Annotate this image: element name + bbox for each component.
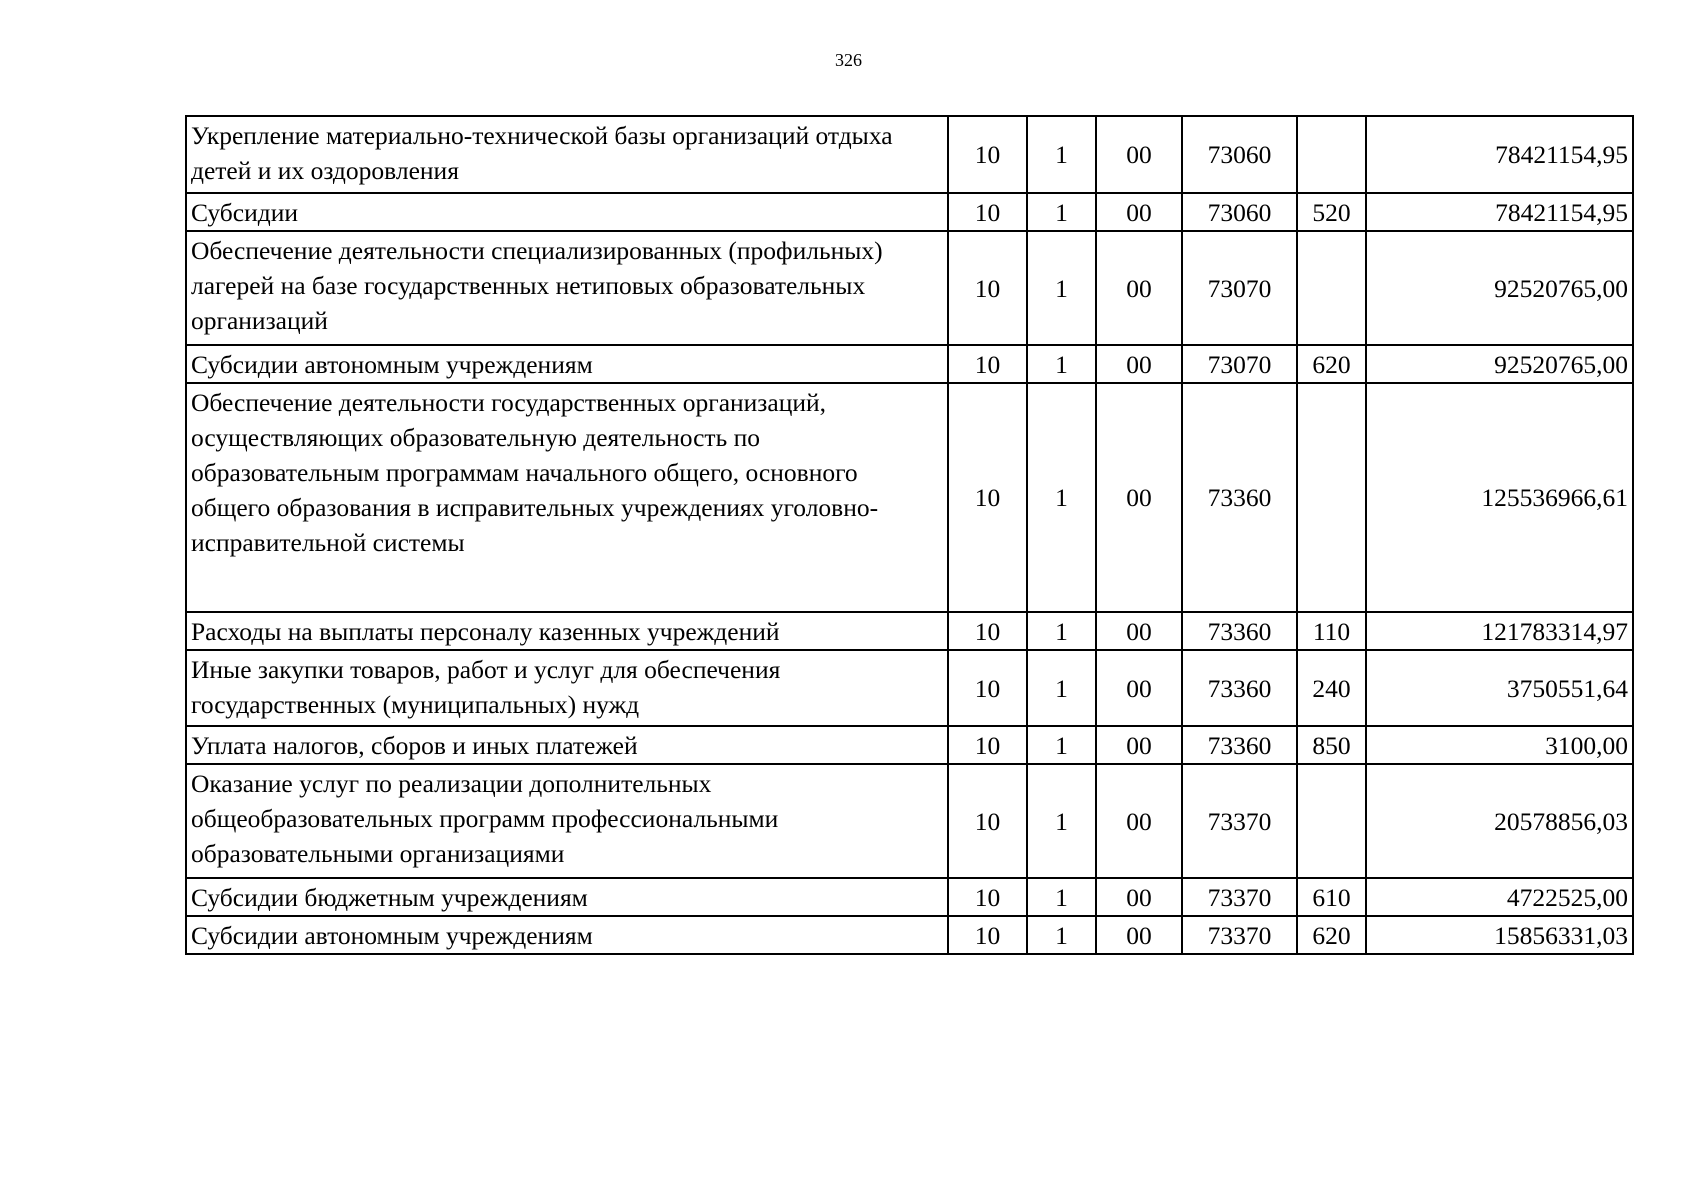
section-code: 10 <box>948 878 1027 916</box>
subprogram-code: 00 <box>1096 916 1182 954</box>
direction-code: 73360 <box>1182 650 1297 726</box>
table-row <box>186 916 1633 954</box>
row-name: Субсидии автономным учреждениям <box>186 916 948 954</box>
expense-type-code <box>1297 764 1366 878</box>
subprogram-code: 00 <box>1096 116 1182 193</box>
section-code: 10 <box>948 231 1027 345</box>
direction-code: 73370 <box>1182 916 1297 954</box>
row-name: Уплата налогов, сборов и иных платежей <box>186 726 948 764</box>
subprogram-code: 00 <box>1096 612 1182 650</box>
table-row <box>186 383 1633 612</box>
section-code: 10 <box>948 612 1027 650</box>
subprogram-code: 00 <box>1096 383 1182 612</box>
subprogram-code: 00 <box>1096 650 1182 726</box>
row-name: Субсидии бюджетным учреждениям <box>186 878 948 916</box>
amount: 3100,00 <box>1366 726 1633 764</box>
direction-code: 73070 <box>1182 231 1297 345</box>
table-row <box>186 764 1633 878</box>
program-code: 1 <box>1027 726 1096 764</box>
table-row <box>186 193 1633 231</box>
subprogram-code: 00 <box>1096 878 1182 916</box>
table-row <box>186 726 1633 764</box>
table-row <box>186 650 1633 726</box>
subprogram-code: 00 <box>1096 764 1182 878</box>
expense-type-code <box>1297 383 1366 612</box>
amount: 4722525,00 <box>1366 878 1633 916</box>
subprogram-code: 00 <box>1096 726 1182 764</box>
program-code: 1 <box>1027 231 1096 345</box>
amount: 121783314,97 <box>1366 612 1633 650</box>
page-number: 326 <box>835 50 862 70</box>
row-name: Субсидии автономным учреждениям <box>186 345 948 383</box>
row-name: Оказание услуг по реализации дополнительных общеобразовательных программ профессиональными образовательными организациями <box>186 764 948 878</box>
program-code: 1 <box>1027 345 1096 383</box>
program-code: 1 <box>1027 116 1096 193</box>
expense-type-code <box>1297 231 1366 345</box>
amount: 78421154,95 <box>1366 116 1633 193</box>
section-code: 10 <box>948 193 1027 231</box>
section-code: 10 <box>948 650 1027 726</box>
row-name: Укрепление материально-технической базы организаций отдыха детей и их оздоровления <box>186 116 948 193</box>
amount: 92520765,00 <box>1366 231 1633 345</box>
table-row <box>186 231 1633 345</box>
amount: 125536966,61 <box>1366 383 1633 612</box>
program-code: 1 <box>1027 612 1096 650</box>
table-row <box>186 345 1633 383</box>
section-code: 10 <box>948 116 1027 193</box>
direction-code: 73370 <box>1182 878 1297 916</box>
expense-type-code: 240 <box>1297 650 1366 726</box>
direction-code: 73370 <box>1182 764 1297 878</box>
program-code: 1 <box>1027 878 1096 916</box>
subprogram-code: 00 <box>1096 193 1182 231</box>
section-code: 10 <box>948 383 1027 612</box>
program-code: 1 <box>1027 193 1096 231</box>
row-name: Обеспечение деятельности специализированных (профильных) лагерей на базе государственных нетиповых образовательных организаций <box>186 231 948 345</box>
expense-type-code: 610 <box>1297 878 1366 916</box>
amount: 78421154,95 <box>1366 193 1633 231</box>
expense-type-code: 620 <box>1297 345 1366 383</box>
amount: 3750551,64 <box>1366 650 1633 726</box>
program-code: 1 <box>1027 764 1096 878</box>
direction-code: 73070 <box>1182 345 1297 383</box>
subprogram-code: 00 <box>1096 231 1182 345</box>
row-name: Иные закупки товаров, работ и услуг для обеспечения государственных (муниципальных) нужд <box>186 650 948 726</box>
section-code: 10 <box>948 726 1027 764</box>
section-code: 10 <box>948 345 1027 383</box>
subprogram-code: 00 <box>1096 345 1182 383</box>
direction-code: 73060 <box>1182 116 1297 193</box>
amount: 15856331,03 <box>1366 916 1633 954</box>
direction-code: 73360 <box>1182 612 1297 650</box>
direction-code: 73360 <box>1182 383 1297 612</box>
table-row <box>186 612 1633 650</box>
table-row <box>186 878 1633 916</box>
direction-code: 73360 <box>1182 726 1297 764</box>
expense-type-code: 110 <box>1297 612 1366 650</box>
program-code: 1 <box>1027 916 1096 954</box>
budget-table <box>185 115 1634 955</box>
row-name: Обеспечение деятельности государственных организаций, осуществляющих образовательную деятельность по образовательным программам начального общего, основного общего образования в исправительных учреждениях уголовно-исправительной системы <box>186 383 948 612</box>
program-code: 1 <box>1027 383 1096 612</box>
row-name: Субсидии <box>186 193 948 231</box>
direction-code: 73060 <box>1182 193 1297 231</box>
table-row <box>186 116 1633 193</box>
amount: 92520765,00 <box>1366 345 1633 383</box>
expense-type-code <box>1297 116 1366 193</box>
program-code: 1 <box>1027 650 1096 726</box>
row-name: Расходы на выплаты персоналу казенных учреждений <box>186 612 948 650</box>
expense-type-code: 620 <box>1297 916 1366 954</box>
section-code: 10 <box>948 916 1027 954</box>
expense-type-code: 520 <box>1297 193 1366 231</box>
expense-type-code: 850 <box>1297 726 1366 764</box>
amount: 20578856,03 <box>1366 764 1633 878</box>
section-code: 10 <box>948 764 1027 878</box>
